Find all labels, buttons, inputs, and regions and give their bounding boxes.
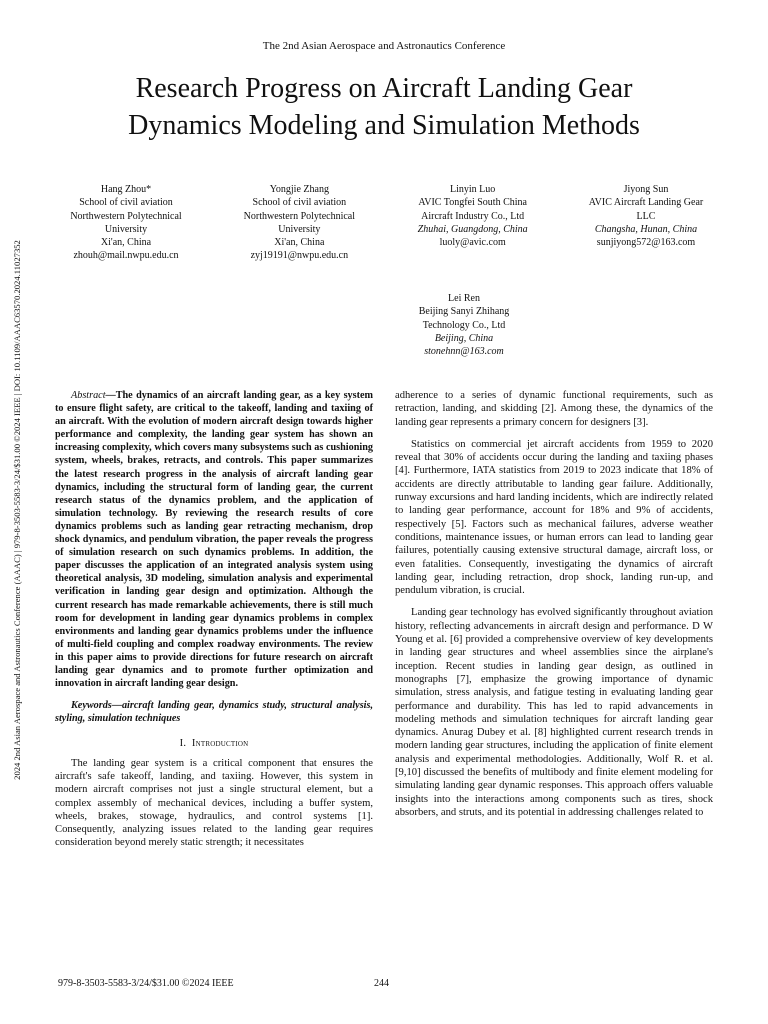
author-location: Beijing, China [434, 332, 494, 344]
conference-name: The 2nd Asian Aerospace and Astronautics Conference [262, 40, 506, 52]
abstract-label: Abstract [71, 390, 106, 401]
author-block [219, 183, 379, 263]
side-citation: 2024 2nd Asian Aerospace and Astronautics Conference (AAAC) | 979-8-3503-5583-3/24/$31.00 ©2024 IEEE | DOI: 10.1109/AAAC63570.2024.11027352 [12, 240, 22, 780]
author-affiliation: University [104, 223, 148, 235]
author-email: luoly@avic.com [439, 237, 506, 249]
left-column [55, 389, 373, 859]
author-affiliation: Technology Co., Ltd [422, 319, 506, 331]
author-affiliation: Northwestern Polytechnical [243, 210, 355, 222]
author-affiliation: Northwestern Polytechnical [70, 210, 182, 222]
author-affiliation: LLC [636, 210, 656, 222]
author-block [46, 183, 206, 263]
author-email: sunjiyong572@163.com [596, 237, 696, 249]
footer-isbn: 979-8-3503-5583-3/24/$31.00 ©2024 IEEE [58, 978, 234, 989]
author-name: Yongjie Zhang [269, 184, 329, 195]
author-email: zyj19191@nwpu.edu.cn [250, 250, 349, 262]
keywords [55, 699, 373, 725]
author-affiliation: School of civil aviation [79, 197, 173, 209]
section-heading [55, 737, 373, 750]
author-list [46, 183, 726, 263]
section-numeral: I. [179, 738, 187, 750]
keywords-label: Keywords [71, 700, 112, 712]
right-column [395, 389, 713, 828]
title-line-1: Research Progress on Aircraft Landing Gear [135, 73, 633, 104]
page-number: 244 [374, 978, 389, 989]
author-location: Xi'an, China [100, 237, 152, 249]
author-location: Changsha, Hunan, China [594, 223, 698, 235]
author-block [566, 183, 726, 263]
author-affiliation: Beijing Sanyi Zhihang [418, 306, 510, 318]
author-affiliation: University [278, 223, 321, 235]
author-affiliation: School of civil aviation [252, 197, 347, 209]
author-email: zhouh@mail.nwpu.edu.cn [73, 250, 179, 262]
author-affiliation: AVIC Aircraft Landing Gear [588, 197, 704, 209]
author-block [393, 183, 553, 263]
body-paragraph: adherence to a series of dynamic functional requirements, such as retraction, landing, and skidding [2]. Among these, the dynamics of the landing gear represents a primary concern for designers [3]. [395, 390, 713, 428]
author-name: Linyin Luo [450, 184, 496, 195]
author-name: Jiyong Sun [623, 184, 669, 195]
keywords-text: —aircraft landing gear, dynamics study, structural analysis, styling, simulation techniques [55, 700, 373, 725]
author-block [384, 292, 544, 358]
title-line-2: Dynamics Modeling and Simulation Methods [128, 110, 640, 141]
author-affiliation: AVIC Tongfei South China [418, 197, 527, 209]
author-location: Xi'an, China [274, 237, 325, 249]
section-title: Introduction [191, 738, 249, 750]
body-paragraph: The landing gear system is a critical component that ensures the aircraft's safe takeoff, landing, and taxiing. However, this system in modern aircraft comprises not just a single structural element, but a complex assembly of mechanical devices, including a buffer system, wheels, brakes, stowage, hydraulics, and control systems [1]. Consequently, analyzing issues related to the landing gear requires consideration beyond merely static strength; it necessitates [55, 757, 373, 849]
paper-title [60, 70, 708, 144]
author-location: Zhuhai, Guangdong, China [417, 223, 528, 235]
author-name: Hang Zhou* [100, 184, 152, 195]
author-name: Lei Ren [448, 293, 480, 304]
author-email: stonehnn@163.com [424, 346, 504, 358]
body-paragraph: Landing gear technology has evolved significantly throughout aviation history, reflecting advancements in aircraft design and performance. D W Young et al. [6] provided a comprehensive overview of key developments in landing gear structures and wheel assemblies since the airplane's inception. Recent studies in landing gear design, as outlined in monographs [7], emphasize the growing importance of dynamic simulation, stress analysis, and fatigue testing in evaluating landing gear performance and durability. This has led to rapid advancements in modeling methods and simulation techniques for aircraft landing gear dynamics. Anurag Dubey et al. [8] highlighted current research trends in modern landing gear structures, including the application of finite element analysis and experimental methodologies. Additionally, Wolf R. et al. [9,10] discussed the benefits of multibody and finite element modeling for simulating landing gear dynamic responses. This approach offers valuable insights into the interactions among components such as tires, shock absorbers, and struts, and its potential in addressing challenges related to [395, 607, 713, 818]
abstract-text: —The dynamics of an aircraft landing gear, as a key system to ensure flight safety, are critical to the takeoff, landing and taxiing of an aircraft. With the evolution of modern aircraft design towards higher performance and complexity, the landing gear system has shown an increasing complexity, which covers many subsystems such as cushioning system, wheels, brakes, retracts, and controls. This paper summarizes the latest research progress in the analysis of aircraft landing gear dynamics, including the structural form of landing gear, the current research status of the dynamics problem, and the application of simulation technology. By reviewing the research results of core dynamics problems such as landing gear retracting mechanism, drop shock dynamics, and pendulum vibration, the paper reveals the progress of simulation research on such dynamics problems. In addition, the paper discusses the application of an integrated analysis system using theoretical analysis, 3D modeling, simulation analysis and experimental verification in landing gear design and optimization. Although the current research has made remarkable achievements, there is still much room for development in landing gear dynamics problems in complex environments and landing gear dynamics problems under the influence of multi-field coupling and complex roadway environments. The review in this paper aims to provide directions for future research on aircraft landing gear dynamics and to promote further optimization and innovation in aircraft landing gear design. [55, 390, 373, 690]
abstract [55, 389, 373, 690]
body-paragraph: Statistics on commercial jet aircraft accidents from 1959 to 2020 reveal that 30% of accidents occur during the landing and taxiing phases [4]. Furthermore, IATA statistics from 2019 to 2023 indicate that 18% of accidents are directly attributable to landing gear failure. Additionally, runway excursions and hard landing incidents, which are indirectly related to landing gear performance, account for 18% and 9% of accidents, respectively [5]. Factors such as mechanical failures, adverse weather conditions, maintenance issues, or human errors can lead to landing gear failures, potentially causing extensive structural damage, aircraft loss, or even fatalities. Consequently, investigating the dynamics of aircraft landing gear, including retraction, drop shock, landing run-up, and pendulum vibration, is crucial. [395, 438, 713, 597]
author-affiliation: Aircraft Industry Co., Ltd [421, 210, 525, 222]
